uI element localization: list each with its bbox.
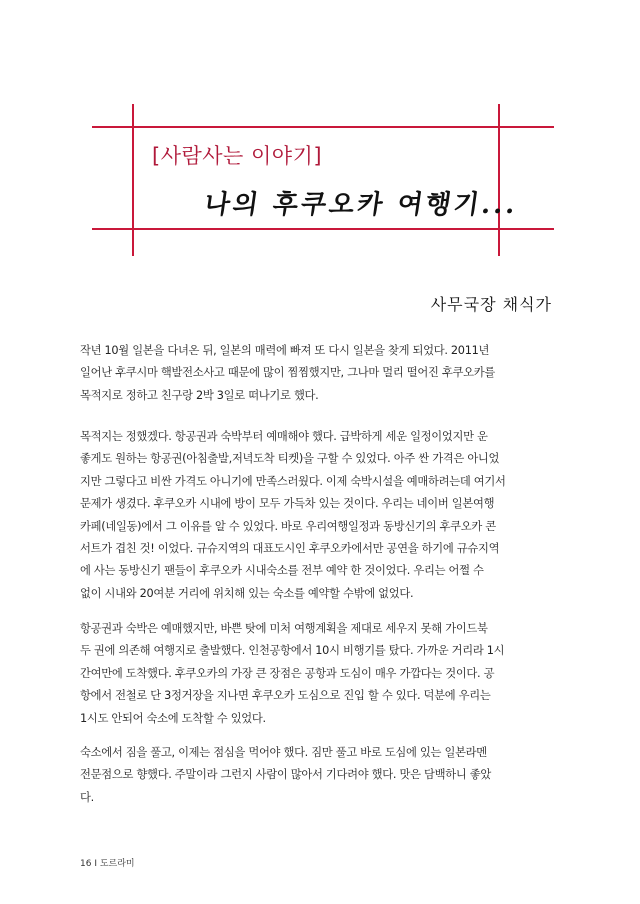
line: 전문점으로 향했다. 주말이라 그런지 사람이 많아서 기다려야 했다. 맛은 담백하니 좋았 bbox=[80, 768, 491, 782]
frame-bottom-rule bbox=[92, 228, 554, 230]
paragraph-3 bbox=[80, 618, 564, 730]
author-byline: 사무국장 채식가 bbox=[430, 295, 552, 314]
line: 숙소에서 짐을 풀고, 이제는 점심을 먹어야 했다. 짐만 풀고 바로 도심에 있는 일본라멘 bbox=[80, 746, 487, 759]
line: 1시도 안되어 숙소에 도착할 수 있었다. bbox=[80, 711, 266, 725]
line: 문제가 생겼다. 후쿠오카 시내에 방이 모두 가득차 있는 것이다. 우리는 네이버 일본여행 bbox=[80, 497, 495, 511]
line: 에 사는 동방신기 팬들이 후쿠오카 시내숙소를 전부 예약 한 것이었다. 우리는 어쩔 수 bbox=[80, 564, 484, 578]
paragraph-4 bbox=[80, 742, 564, 809]
frame-left-rule bbox=[132, 104, 134, 256]
line: 목적지는 정했겠다. 항공권과 숙박부터 예매해야 했다. 급박하게 세운 일정이었지만 운 bbox=[80, 430, 488, 443]
frame-top-rule bbox=[92, 126, 554, 128]
line: 좋게도 원하는 항공권(아침출발,저녁도착 티켓)을 구할 수 있었다. 아주 싼 가격은 아니었 bbox=[80, 452, 500, 466]
line: 목적지로 정하고 친구랑 2박 3일로 떠나기로 했다. bbox=[80, 388, 319, 402]
line: 두 권에 의존해 여행지로 출발했다. 인천공항에서 10시 비행기를 탔다. 가까운 거리라 1시 bbox=[80, 644, 505, 658]
frame-right-rule bbox=[498, 104, 500, 256]
line: 작년 10월 일본을 다녀온 뒤, 일본의 매력에 빠져 또 다시 일본을 찾게 되었다. 2011년 bbox=[80, 344, 490, 357]
article-title: 나의 후쿠오카 여행기... bbox=[202, 190, 521, 220]
line: 일어난 후쿠시마 핵발전소사고 때문에 많이 찜찜했지만, 그나마 멀리 떨어진 후쿠오카를 bbox=[80, 366, 495, 380]
line: 서트가 겹친 것! 이었다. 규슈지역의 대표도시인 후쿠오카에서만 공연을 하기에 규슈지역 bbox=[80, 542, 500, 556]
paragraph-2 bbox=[80, 426, 564, 605]
page-footer: 16 I 도르라미 bbox=[80, 859, 135, 869]
line: 다. bbox=[80, 790, 94, 804]
line: 항에서 전철로 단 3정거장을 지나면 후쿠오카 도심으로 진입 할 수 있다. 덕분에 우리는 bbox=[80, 689, 491, 703]
line: 간여만에 도착했다. 후쿠오카의 가장 큰 장점은 공항과 도심이 매우 가깝다는 것이다. 공 bbox=[80, 666, 495, 680]
line: 카페(네일동)에서 그 이유를 알 수 있었다. 바로 우리여행일정과 동방신기의 후쿠오카 콘 bbox=[80, 519, 496, 533]
paragraph-1 bbox=[80, 340, 564, 407]
line: 항공권과 숙박은 예매했지만, 바쁜 탓에 미처 여행계획을 제대로 세우지 못해 가이드북 bbox=[80, 622, 488, 635]
line: 지만 그렇다고 비싼 가격도 아니기에 만족스러웠다. 이제 숙박시설을 예매하려는데 여기서 bbox=[80, 474, 506, 488]
series-label: [사람사는 이야기] bbox=[152, 144, 323, 168]
line: 없이 시내와 20여분 거리에 위치해 있는 숙소를 예약할 수밖에 없었다. bbox=[80, 586, 414, 600]
